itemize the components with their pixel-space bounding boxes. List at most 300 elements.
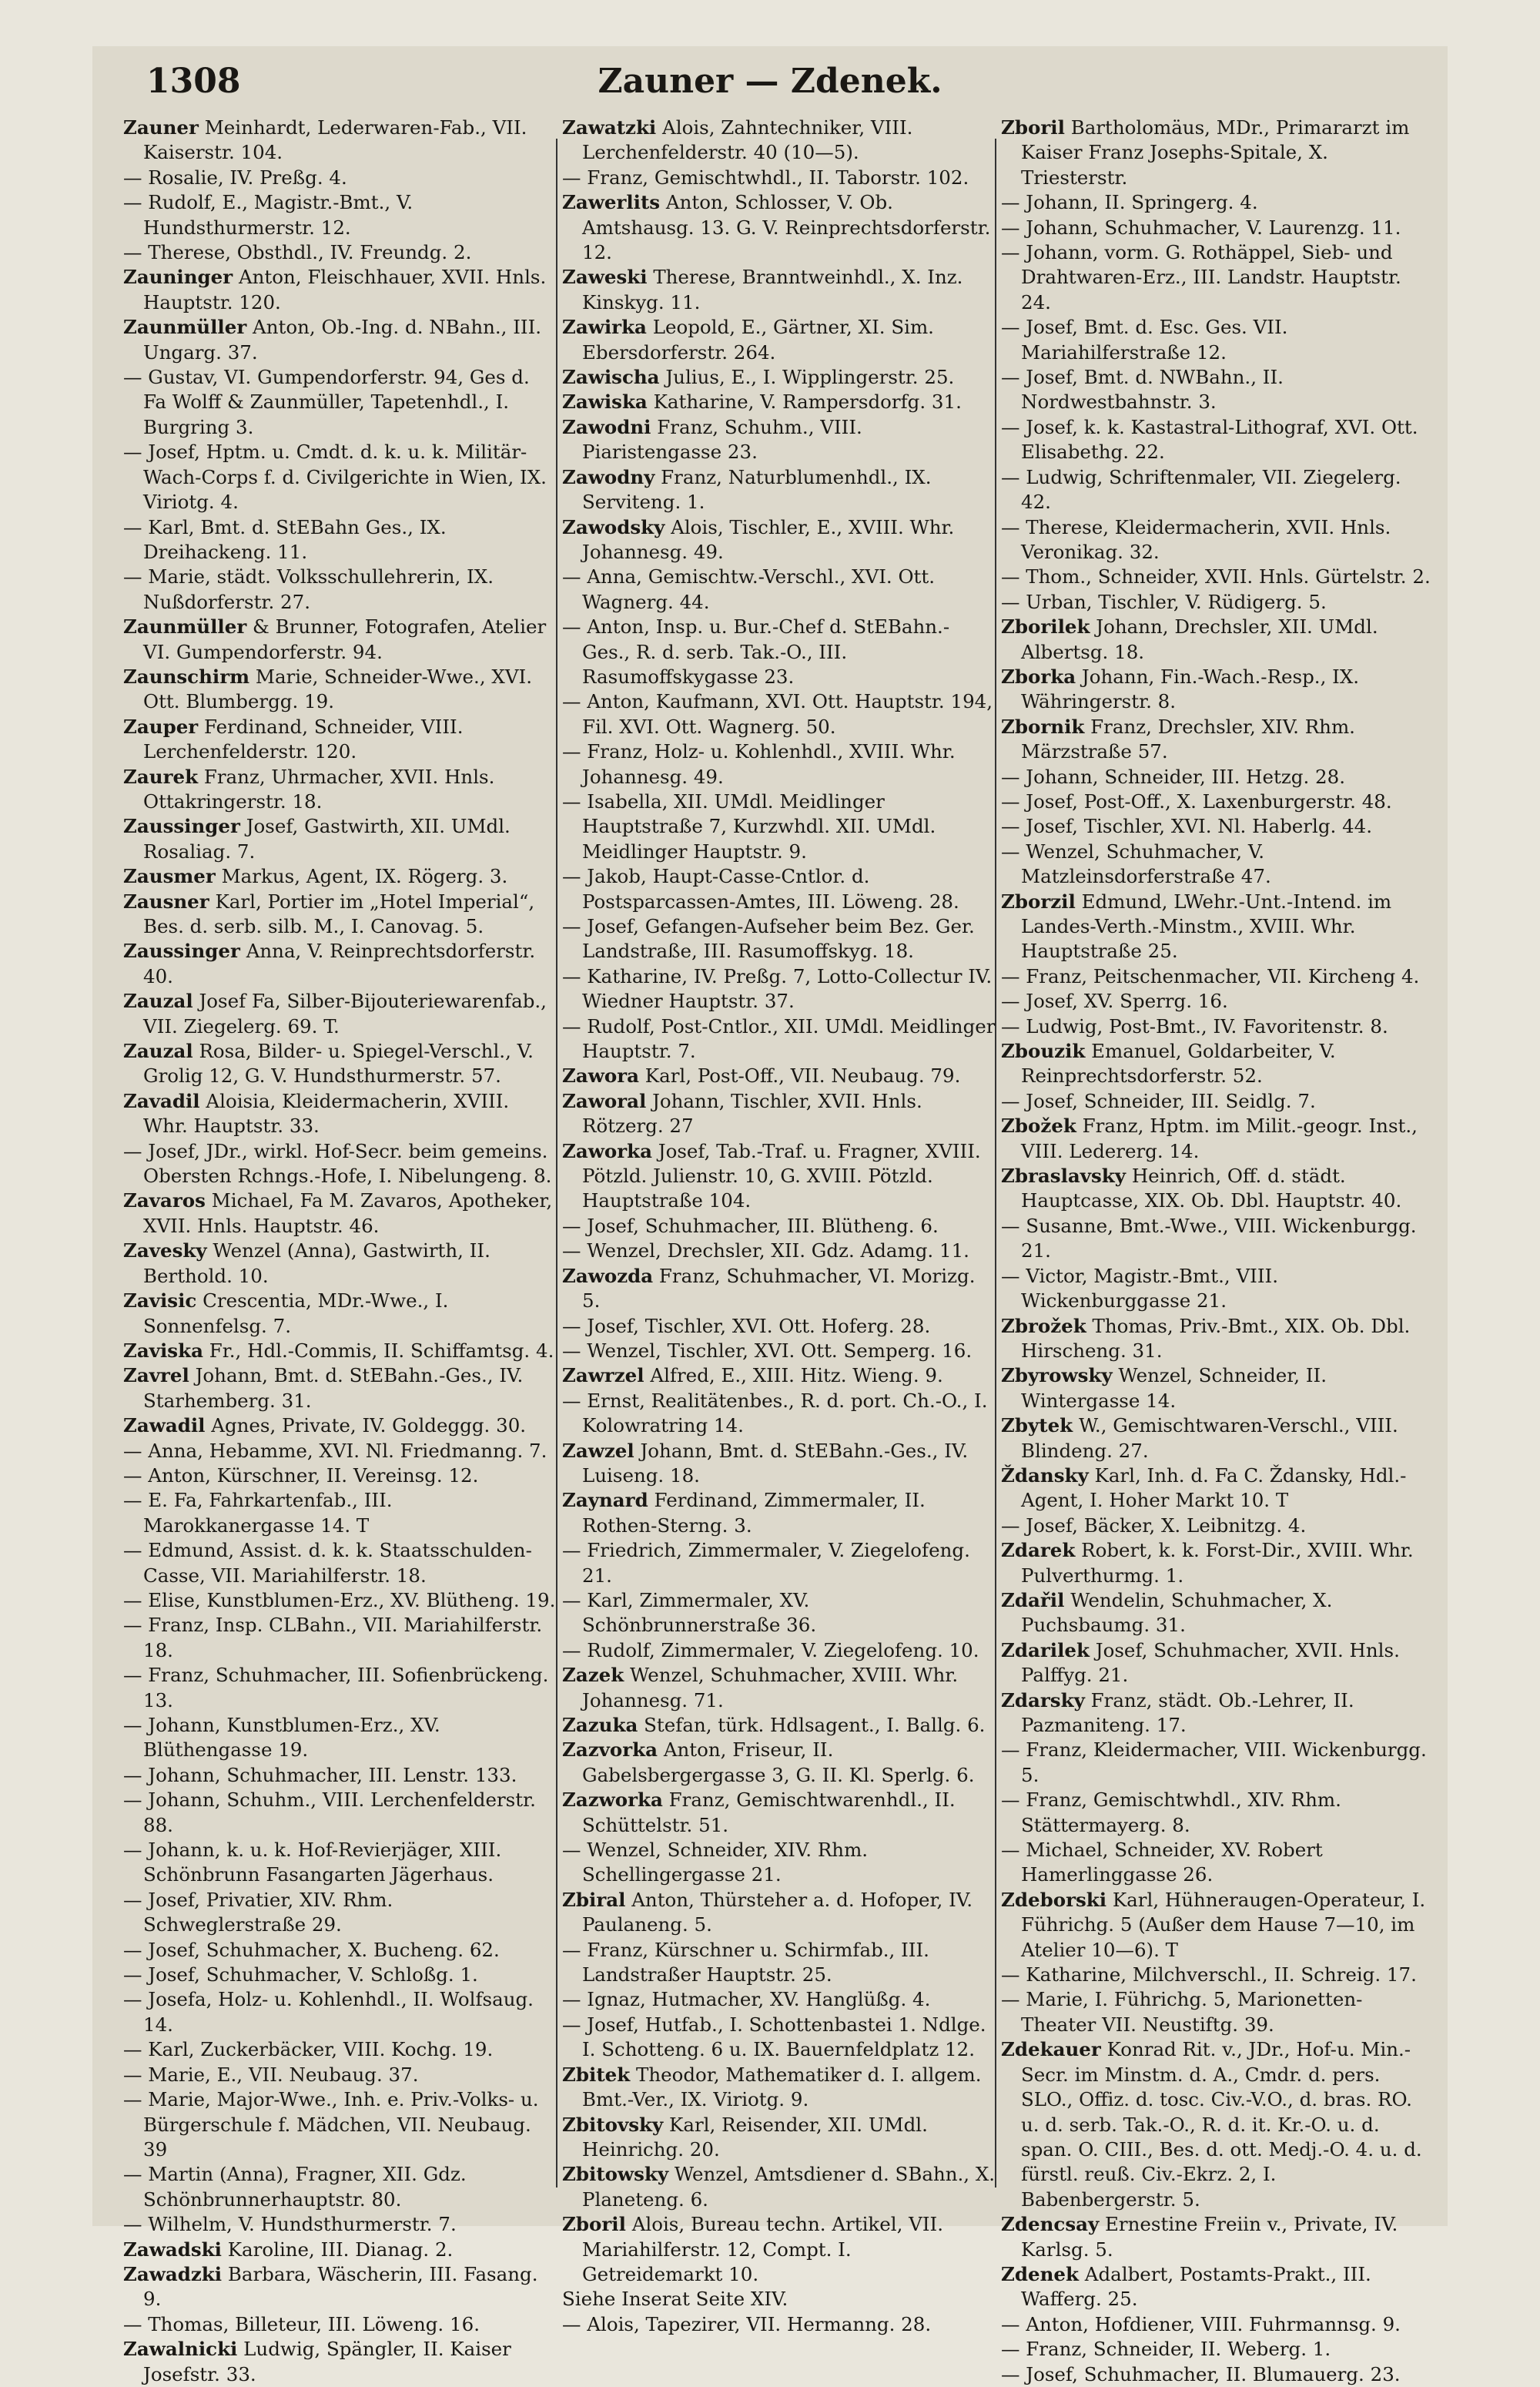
directory-entry (1001, 840, 1436, 890)
directory-entry (562, 1713, 997, 1738)
directory-entry (562, 1987, 997, 2012)
entry-text: Emanuel, Goldarbeiter, V. Reinprechtsdorferstr. 52. (1021, 1040, 1336, 1088)
entry-text: W., Gemischtwaren-Verschl., VIII. Blindeng. 27. (1021, 1414, 1398, 1462)
entry-text: — Wilhelm, V. Hundsthurmerstr. 7. (123, 2213, 457, 2236)
directory-entry (562, 964, 997, 1014)
directory-entry (562, 1139, 997, 1214)
directory-entry (123, 1439, 558, 1463)
entry-text: — Josef, Schuhmacher, II. Blumauerg. 23. (1001, 2362, 1401, 2385)
entry-surname: Zbyrowsky (1001, 1364, 1113, 1387)
directory-entry (123, 365, 558, 440)
entry-text: Karl, Reisender, XII. UMdl. Heinrichg. 20. (582, 2113, 928, 2161)
directory-entry (123, 2162, 558, 2212)
entry-text: Josef, Gastwirth, XII. UMdl. Rosaliag. 7. (143, 815, 511, 863)
entry-text: Aloisia, Kleidermacherin, XVIII. Whr. Hauptstr. 33. (143, 1089, 510, 1138)
entry-text: — Josef, XV. Sperrg. 16. (1001, 990, 1228, 1013)
directory-entry (562, 1363, 997, 1388)
directory-entry (1001, 565, 1436, 589)
directory-entry (1001, 715, 1436, 765)
entry-text: Leopold, E., Gärtner, XI. Sim. Ebersdorferstr. 264. (582, 316, 934, 364)
directory-entry (1001, 240, 1436, 315)
entry-text: — Thom., Schneider, XVII. Hnls. Gürtelstr. 2. (1001, 565, 1431, 588)
entry-text: Franz, Gemischtwarenhdl., II. Schüttelstr. 51. (582, 1789, 956, 1836)
directory-entry (123, 2262, 558, 2312)
entry-text: — Johann, vorm. G. Rothäppel, Sieb- und Drahtwaren-Erz., III. Landstr. Hauptstr. 24. (1001, 241, 1401, 313)
entry-text: Thomas, Priv.-Bmt., XIX. Ob. Dbl. Hirscheng. 31. (1021, 1314, 1411, 1362)
entry-text: — Wenzel, Drechsler, XII. Gdz. Adamg. 11. (562, 1239, 969, 1262)
entry-text: — Thomas, Billeteur, III. Löweng. 16. (123, 2312, 480, 2335)
directory-entry (562, 365, 997, 390)
entry-surname: Zbornik (1001, 715, 1085, 738)
entry-text: — Josef, Schuhmacher, X. Bucheng. 62. (123, 1938, 500, 1961)
directory-entry (1001, 665, 1436, 715)
entry-surname: Zborilek (1001, 615, 1090, 639)
directory-entry (1001, 1363, 1436, 1413)
entry-surname: Zawadil (123, 1414, 206, 1437)
entry-surname: Zazek (562, 1664, 624, 1687)
directory-entry (123, 864, 558, 889)
directory-entry (562, 265, 997, 315)
entry-text: Karl, Post-Off., VII. Neubaug. 79. (644, 1064, 961, 1088)
directory-entry (123, 2312, 558, 2337)
directory-entry (123, 315, 558, 365)
entry-text: Anton, Ob.-Ing. d. NBahn., III. Ungarg. 37. (143, 316, 542, 364)
directory-entry (123, 615, 558, 665)
entry-text: — Josef, Hutfab., I. Schottenbastei 1. Ndlge. I. Schotteng. 6 u. IX. Bauernfeldplatz 12. (562, 2013, 986, 2061)
entry-surname: Zaworal (562, 1089, 647, 1112)
directory-entry (1001, 1164, 1436, 1214)
directory-entry (562, 864, 997, 914)
entry-surname: Zborka (1001, 665, 1076, 688)
entry-text: Siehe Inserat Seite XIV. (562, 2288, 788, 2311)
directory-entry (562, 1089, 997, 1139)
directory-entry (562, 1838, 997, 1888)
directory-entry (123, 1538, 558, 1588)
entry-text: Edmund, LWehr.-Unt.-Intend. im Landes-Verth.-Minstm., XVIII. Whr. Hauptstraße 25. (1021, 890, 1392, 963)
entry-text: — Rosalie, IV. Preßg. 4. (123, 166, 347, 189)
entry-text: — Anton, Insp. u. Bur.-Chef d. StEBahn.-Ges., R. d. serb. Tak.-O., III. Rasumoffskygasse 23. (562, 615, 950, 688)
entry-surname: Zausner (123, 890, 209, 913)
entry-text: — Karl, Bmt. d. StEBahn Ges., IX. Dreihackeng. 11. (123, 515, 447, 563)
entry-surname: Zazuka (562, 1714, 638, 1736)
entry-text: — Ernst, Realitätenbes., R. d. port. Ch.-O., I. Kolowratring 14. (562, 1389, 988, 1437)
entry-text: Johann, Drechsler, XII. UMdl. Albertsg. 18. (1021, 615, 1378, 663)
running-head: Zauner — Zdenek. (598, 62, 942, 101)
directory-entry (562, 1439, 997, 1489)
entry-text: Heinrich, Off. d. städt. Hauptcasse, XIX. Ob. Dbl. Hauptstr. 40. (1021, 1165, 1402, 1212)
entry-text: Wenzel, Schneider, II. Wintergasse 14. (1021, 1364, 1327, 1412)
entry-text: — Josef, Privatier, XIV. Rhm. Schweglerstraße 29. (123, 1888, 393, 1936)
directory-entry (1001, 1514, 1436, 1538)
directory-entry (1001, 315, 1436, 365)
directory-entry (562, 515, 997, 565)
entry-text: Karl, Hühneraugen-Operateur, I. Führichg. 5 (Außer dem Hause 7—10, im Atelier 10—6). T (1021, 1888, 1426, 1961)
entry-text: Anton, Schlosser, V. Ob. Amtshausg. 13. G. V. Reinprechtsdorferstr. 12. (582, 191, 991, 264)
directory-entry (123, 1488, 558, 1538)
entry-text: — Gustav, VI. Gumpendorferstr. 94, Ges d. Fa Wolff & Zaunmüller, Tapetenhdl., I. Burgring 3. (123, 366, 530, 438)
directory-entry (562, 1788, 997, 1838)
entry-surname: Zawodsky (562, 515, 665, 538)
directory-entry (1001, 1114, 1436, 1164)
directory-entry (1001, 1963, 1436, 1987)
page-header (116, 62, 1424, 108)
entry-surname: Zdeborski (1001, 1888, 1107, 1911)
entry-text: Konrad Rit. v., JDr., Hof-u. Min.-Secr. im Minstm. d. A., Cmdr. d. pers. SLO., Offiz. d. tosc. Civ.-V.O., d. bras. RO. u. d. serb. Tak.-O., R. d. it. Kr.-O. u. d. span. O. CIII., Bes. d. ott. Medj.-O. 4. u. d. fürstl. reuß. Civ.-Ekrz. 2, I. Babenbergerstr. 5. (1021, 2038, 1422, 2211)
entry-text: — Josef, Post-Off., X. Laxenburgerstr. 48. (1001, 790, 1392, 813)
directory-entry (123, 1938, 558, 1963)
entry-surname: Zaussinger (123, 815, 240, 838)
entry-text: — Ludwig, Post-Bmt., IV. Favoritenstr. 8. (1001, 1014, 1388, 1038)
entry-text: — Josef, JDr., wirkl. Hof-Secr. beim gemeins. Obersten Rchngs.-Hofe, I. Nibelungeng. 8. (123, 1139, 552, 1188)
entry-surname: Zbiral (562, 1888, 626, 1911)
directory-entry (123, 1838, 558, 1888)
directory-entry (562, 465, 997, 515)
directory-entry (1001, 1314, 1436, 1364)
entry-text: — Martin (Anna), Fragner, XII. Gdz. Schönbrunnerhauptstr. 80. (123, 2163, 467, 2211)
page-number: 1308 (146, 62, 241, 101)
directory-entry (123, 1763, 558, 1788)
directory-entry (123, 515, 558, 565)
directory-entry (562, 565, 997, 615)
entry-surname: Zazvorka (562, 1738, 658, 1762)
directory-entry (123, 116, 558, 166)
entry-text: — Isabella, XII. UMdl. Meidlinger Hauptstraße 7, Kurzwhdl. XII. UMdl. Meidlinger Hauptstr. 9. (562, 790, 936, 863)
directory-entry (1001, 1888, 1436, 1963)
entry-text: — Anna, Hebamme, XVI. Nl. Friedmanng. 7. (123, 1439, 547, 1462)
entry-surname: Zbouzik (1001, 1040, 1086, 1063)
entry-text: — Jakob, Haupt-Casse-Cntlor. d. Postsparcassen-Amtes, III. Löweng. 28. (562, 865, 959, 913)
directory-entry (562, 1264, 997, 1314)
entry-text: Meinhardt, Lederwaren-Fab., VII. Kaiserstr. 104. (143, 116, 527, 164)
entry-text: Julius, E., I. Wipplingerstr. 25. (665, 366, 955, 389)
entry-text: — Josef, Tischler, XVI. Ott. Hoferg. 28. (562, 1314, 931, 1337)
directory-entry (123, 989, 558, 1039)
directory-entry (1001, 2362, 1436, 2387)
entry-text: — Anton, Kürschner, II. Vereinsg. 12. (123, 1463, 479, 1487)
directory-entry (123, 2037, 558, 2062)
directory-entry (562, 739, 997, 790)
entry-text: — Johann, Schuhmacher, III. Lenstr. 133. (123, 1763, 517, 1786)
entry-text: Karl, Portier im „Hotel Imperial“, Bes. d. serb. silb. M., I. Canovag. 5. (143, 890, 535, 937)
directory-entry (1001, 590, 1436, 615)
entry-text: Franz, Hptm. im Milit.-geogr. Inst., VIII. Ledererg. 14. (1021, 1115, 1418, 1162)
entry-text: — Josef, Hptm. u. Cmdt. d. k. u. k. Militär-Wach-Corps f. d. Civilgerichte in Wien, IX. Viriotg. 4. (123, 441, 547, 514)
entry-text: Josef, Schuhmacher, XVII. Hnls. Palffyg. 21. (1021, 1638, 1400, 1687)
entry-text: — Franz, Kleidermacher, VIII. Wickenburgg. 5. (1001, 1738, 1427, 1786)
entry-text: — Johann, Schuhmacher, V. Laurenzg. 11. (1001, 216, 1401, 239)
directory-entry (562, 2162, 997, 2212)
entry-text: Franz, Drechsler, XIV. Rhm. Märzstraße 57. (1021, 715, 1355, 763)
entry-surname: Zdarek (1001, 1539, 1076, 1562)
entry-text: — Franz, Schneider, II. Weberg. 1. (1001, 2338, 1331, 2361)
directory-entry (562, 1339, 997, 1363)
directory-entry (1001, 1688, 1436, 1738)
entry-text: — Michael, Schneider, XV. Robert Hamerlinggasse 26. (1001, 1839, 1323, 1886)
directory-entry (1001, 1588, 1436, 1638)
entry-text: — Franz, Insp. CLBahn., VII. Mariahilferstr. 18. (123, 1614, 543, 1661)
entry-surname: Zavrel (123, 1364, 189, 1387)
entry-surname: Zbrožek (1001, 1314, 1086, 1337)
directory-entry (562, 1638, 997, 1663)
entry-text: — Wenzel, Schneider, XIV. Rhm. Schellingergasse 21. (562, 1839, 869, 1886)
directory-entry (1001, 1463, 1436, 1514)
entry-surname: Zavesky (123, 1239, 207, 1262)
directory-entry (1001, 1014, 1436, 1039)
entry-text: — Marie, Major-Wwe., Inh. e. Priv.-Volks- u. Bürgerschule f. Mädchen, VII. Neubaug. 39 (123, 2088, 539, 2161)
directory-entry (123, 190, 558, 240)
entry-text: — Friedrich, Zimmermaler, V. Ziegelofeng. 21. (562, 1539, 970, 1587)
entry-surname: Zaunmüller (123, 316, 247, 339)
entry-text: Robert, k. k. Forst-Dir., XVIII. Whr. Pulverthurmg. 1. (1021, 1539, 1414, 1587)
directory-page (92, 46, 1448, 2385)
entry-surname: Zauper (123, 715, 199, 738)
directory-entry (562, 1663, 997, 1713)
directory-entry (1001, 1838, 1436, 1888)
entry-surname: Zdařil (1001, 1588, 1065, 1611)
directory-entry (123, 166, 558, 190)
entry-surname: Zavadil (123, 1089, 200, 1112)
directory-entry (1001, 790, 1436, 814)
entry-surname: Zboril (562, 2213, 626, 2236)
directory-entry (123, 814, 558, 864)
entry-text: Rosa, Bilder- u. Spiegel-Verschl., V. Grolig 12, G. V. Hundsthurmerstr. 57. (143, 1040, 534, 1088)
entry-text: — Anna, Gemischtw.-Verschl., XVI. Ott. Wagnerg. 44. (562, 565, 936, 613)
entry-text: — Edmund, Assist. d. k. k. Staatsschulden-Casse, VII. Mariahilferstr. 18. (123, 1539, 532, 1587)
directory-entry (562, 2287, 997, 2312)
entry-surname: Zawalnicki (123, 2338, 238, 2361)
entry-text: Josef, Tab.-Traf. u. Fragner, XVIII. Pötzld. Julienstr. 10, G. XVIII. Pötzld. Hauptstraße 104. (582, 1139, 981, 1212)
directory-entry (562, 790, 997, 864)
entry-text: Marie, Schneider-Wwe., XVI. Ott. Blumbergg. 19. (143, 665, 533, 713)
entry-text: — Franz, Kürschner u. Schirmfab., III. Landstraßer Hauptstr. 25. (562, 1938, 929, 1986)
entry-text: Karl, Inh. d. Fa C. Ždansky, Hdl.-Agent, I. Hoher Markt 10. T (1021, 1463, 1407, 1512)
directory-entry (1001, 615, 1436, 665)
entry-text: Markus, Agent, IX. Rögerg. 3. (221, 865, 508, 888)
entry-surname: Zavisic (123, 1289, 197, 1313)
entry-surname: Zauzal (123, 990, 193, 1013)
entry-text: Ferdinand, Zimmermaler, II. Rothen-Sterng. 3. (582, 1489, 926, 1537)
directory-entry (123, 1987, 558, 2037)
entry-surname: Zawadzki (123, 2262, 223, 2285)
directory-entry (123, 2337, 558, 2387)
entry-text: — Urban, Tischler, V. Rüdigerg. 5. (1001, 590, 1327, 613)
directory-entry (562, 1214, 997, 1239)
entry-surname: Zawrzel (562, 1364, 644, 1387)
directory-entry (1001, 765, 1436, 790)
directory-entry (1001, 1413, 1436, 1463)
directory-entry (1001, 365, 1436, 415)
entry-surname: Zbitowsky (562, 2163, 669, 2186)
entry-text: Alfred, E., XIII. Hitz. Wieng. 9. (650, 1364, 943, 1387)
directory-entry (1001, 964, 1436, 989)
directory-entry (562, 116, 997, 166)
entry-text: — Rudolf, Post-Cntlor., XII. UMdl. Meidlinger Hauptstr. 7. (562, 1014, 996, 1063)
entry-text: Fr., Hdl.-Commis, II. Schiffamtsg. 4. (209, 1339, 554, 1362)
directory-entry (1001, 814, 1436, 839)
entry-text: Ferdinand, Schneider, VIII. Lerchenfelderstr. 120. (143, 715, 464, 763)
directory-entry (562, 1389, 997, 1439)
directory-entry (1001, 1987, 1436, 2037)
entry-text: — Marie, I. Führichg. 5, Marionetten-Theater VII. Neustiftg. 39. (1001, 1988, 1363, 2036)
directory-entry (1001, 2212, 1436, 2262)
entry-text: Adalbert, Postamts-Prakt., III. Wafferg. 25. (1021, 2262, 1371, 2311)
entry-surname: Zaynard (562, 1489, 648, 1512)
entry-text: — Marie, städt. Volksschullehrerin, IX. Nußdorferstr. 27. (123, 565, 494, 613)
entry-surname: Zaworka (562, 1139, 652, 1162)
entry-text: — Josefa, Holz- u. Kohlenhdl., II. Wolfsaug. 14. (123, 1988, 534, 2036)
entry-surname: Zawozda (562, 1264, 654, 1287)
entry-surname: Zawischa (562, 366, 660, 389)
entry-text: Anton, Friseur, II. Gabelsbergergasse 3, G. II. Kl. Sperlg. 6. (582, 1738, 975, 1786)
entry-text: — Johann, Schuhm., VIII. Lerchenfelderstr. 88. (123, 1789, 536, 1836)
entry-surname: Zawodni (562, 415, 651, 438)
entry-surname: Zbytek (1001, 1414, 1073, 1437)
entry-text: — Wenzel, Schuhmacher, V. Matzleinsdorferstraße 47. (1001, 840, 1271, 888)
entry-surname: Zawora (562, 1064, 639, 1088)
entry-text: Michael, Fa M. Zavaros, Apotheker, XVII. Hnls. Hauptstr. 46. (143, 1189, 553, 1237)
directory-entry (562, 1014, 997, 1064)
directory-entry (123, 1039, 558, 1089)
entry-text: Josef Fa, Silber-Bijouteriewarenfab., VII. Ziegelerg. 69. T. (143, 990, 547, 1038)
entry-text: Wenzel, Amtsdiener d. SBahn., X. Planeteng. 6. (582, 2163, 996, 2211)
directory-entry (1001, 1089, 1436, 1114)
entry-text: — Franz, Holz- u. Kohlenhdl., XVIII. Whr. Johannesg. 49. (562, 740, 956, 788)
entry-text: — Anton, Hofdiener, VIII. Fuhrmannsg. 9. (1001, 2312, 1401, 2335)
entry-surname: Zaurek (123, 765, 199, 788)
entry-text: Alois, Tischler, E., XVIII. Whr. Johannesg. 49. (582, 515, 955, 563)
directory-entry (562, 1888, 997, 1938)
entry-text: — Marie, E., VII. Neubaug. 37. (123, 2063, 419, 2086)
entry-text: Johann, Fin.-Wach.-Resp., IX. Währingerstr. 8. (1021, 665, 1360, 713)
directory-entry (123, 1139, 558, 1189)
directory-entry (123, 1363, 558, 1413)
directory-entry (1001, 1214, 1436, 1264)
entry-surname: Zaussinger (123, 940, 240, 963)
entry-text: Wenzel, Schuhmacher, XVIII. Whr. Johannesg. 71. (582, 1664, 959, 1711)
directory-entry (123, 1963, 558, 1987)
entry-text: Wenzel (Anna), Gastwirth, II. Berthold. 10. (143, 1239, 490, 1287)
entry-text: Crescentia, MDr.-Wwe., I. Sonnenfelsg. 7. (143, 1289, 449, 1337)
directory-entry (562, 1239, 997, 1263)
entry-text: — Josef, Schuhmacher, V. Schloßg. 1. (123, 1963, 478, 1986)
entry-text: Barbara, Wäscherin, III. Fasang. 9. (143, 2262, 538, 2311)
entry-text: Johann, Bmt. d. StEBahn.-Ges., IV. Luiseng. 18. (582, 1439, 969, 1487)
entry-text: Franz, Uhrmacher, XVII. Hnls. Ottakringerstr. 18. (143, 765, 495, 813)
entry-text: Franz, Schuhmacher, VI. Morizg. 5. (582, 1264, 976, 1313)
entry-surname: Zboril (1001, 116, 1065, 139)
directory-entry (562, 190, 997, 265)
entry-text: — Susanne, Bmt.-Wwe., VIII. Wickenburgg. 21. (1001, 1214, 1417, 1262)
directory-entry (123, 1588, 558, 1613)
entry-text: Ernestine Freiin v., Private, IV. Karlsg. 5. (1021, 2213, 1398, 2261)
column-1 (123, 116, 558, 2385)
entry-text: — Elise, Kunstblumen-Erz., XV. Blütheng. 19. (123, 1588, 556, 1611)
entry-surname: Zausmer (123, 865, 216, 888)
directory-entry (562, 166, 997, 190)
entry-text: — Franz, Peitschenmacher, VII. Kircheng 4. (1001, 964, 1420, 987)
directory-entry (123, 1463, 558, 1488)
entry-text: Bartholomäus, MDr., Primararzt im Kaiser Franz Josephs-Spitale, X. Triesterstr. (1021, 116, 1410, 189)
directory-entry (1001, 2312, 1436, 2337)
entry-surname: Zbraslavsky (1001, 1165, 1127, 1188)
entry-surname: Zbožek (1001, 1115, 1076, 1138)
entry-surname: Zdencsay (1001, 2213, 1100, 2236)
directory-entry (123, 1413, 558, 1438)
entry-text: — Johann, k. u. k. Hof-Revierjäger, XIII. Schönbrunn Fasangarten Jägerhaus. (123, 1839, 502, 1886)
entry-text: Alois, Bureau techn. Artikel, VII. Mariahilferstr. 12, Compt. I. Getreidemarkt 10. (582, 2213, 943, 2285)
entry-surname: Zawadski (123, 2238, 222, 2261)
directory-entry (123, 1188, 558, 1239)
directory-entry (1001, 2337, 1436, 2362)
entry-text: Franz, Schuhm., VIII. Piaristengasse 23. (582, 415, 862, 464)
entry-text: — Alois, Tapezirer, VII. Hermanng. 28. (562, 2312, 932, 2335)
entry-surname: Zawerlits (562, 191, 661, 214)
entry-text: & Brunner, Fotografen, Atelier VI. Gumpendorferstr. 94. (143, 615, 547, 663)
entry-text: — Franz, Schuhmacher, III. Sofienbrückeng. 13. (123, 1664, 549, 1711)
entry-surname: Zborzil (1001, 890, 1076, 913)
directory-entry (1001, 2037, 1436, 2212)
entry-surname: Zaunschirm (123, 665, 250, 688)
entry-text: — Josef, Tischler, XVI. Nl. Haberlg. 44. (1001, 815, 1373, 838)
entry-text: — Josef, Bmt. d. NWBahn., II. Nordwestbahnstr. 3. (1001, 366, 1284, 414)
entry-surname: Zawirka (562, 316, 647, 339)
entry-text: — Therese, Obsthdl., IV. Freundg. 2. (123, 241, 472, 264)
entry-surname: Zavaros (123, 1189, 206, 1212)
entry-text: Anna, V. Reinprechtsdorferstr. 40. (143, 940, 536, 987)
entry-text: — Johann, Schneider, III. Hetzg. 28. (1001, 765, 1346, 788)
entry-text: Karoline, III. Dianag. 2. (227, 2238, 454, 2261)
directory-entry (123, 1239, 558, 1289)
entry-text: — Johann, II. Springerg. 4. (1001, 191, 1258, 214)
entry-text: Agnes, Private, IV. Goldeggg. 30. (211, 1414, 527, 1437)
entry-text: Stefan, türk. Hdlsagent., I. Ballg. 6. (644, 1714, 986, 1736)
entry-text: — Katharine, Milchverschl., II. Schreig. 17. (1001, 1963, 1417, 1986)
entry-text: — Johann, Kunstblumen-Erz., XV. Blüthengasse 19. (123, 1714, 440, 1762)
entry-text: Anton, Fleischhauer, XVII. Hnls. Hauptstr. 120. (143, 266, 547, 313)
directory-entry (562, 1488, 997, 1538)
entry-text: Ludwig, Spängler, II. Kaiser Josefstr. 33. (143, 2338, 511, 2385)
entry-text: — Josef, Schuhmacher, III. Blütheng. 6. (562, 1214, 939, 1237)
directory-entry (1001, 890, 1436, 964)
column-2 (562, 116, 997, 2335)
directory-entry (123, 890, 558, 940)
directory-entry (1001, 1738, 1436, 1788)
entry-text: — Katharine, IV. Preßg. 7, Lotto-Collectur IV. Wiedner Hauptstr. 37. (562, 964, 993, 1013)
entry-surname: Zawiska (562, 391, 648, 414)
entry-text: Alois, Zahntechniker, VIII. Lerchenfelderstr. 40 (10—5). (582, 116, 913, 164)
directory-entry (562, 1064, 997, 1088)
directory-entry (562, 2312, 997, 2337)
directory-entry (123, 1289, 558, 1339)
directory-entry (1001, 216, 1436, 240)
entry-text: — Ludwig, Schriftenmaler, VII. Ziegelerg. 42. (1001, 465, 1401, 514)
directory-entry (1001, 116, 1436, 190)
entry-text: Johann, Tischler, XVII. Hnls. Rötzerg. 27 (582, 1089, 922, 1138)
directory-entry (562, 390, 997, 414)
directory-entry (123, 1888, 558, 1938)
entry-text: — Wenzel, Tischler, XVI. Ott. Semperg. 16. (562, 1339, 973, 1362)
directory-entry (123, 440, 558, 515)
directory-entry (123, 1788, 558, 1838)
directory-entry (562, 2013, 997, 2063)
directory-entry (562, 1588, 997, 1638)
entry-text: — Therese, Kleidermacherin, XVII. Hnls. Veronikag. 32. (1001, 515, 1391, 563)
directory-entry (123, 2087, 558, 2162)
entry-surname: Zdenek (1001, 2262, 1079, 2285)
directory-entry (1001, 465, 1436, 515)
entry-text: Therese, Branntweinhdl., X. Inz. Kinskyg. 11. (582, 266, 963, 313)
entry-text: — Franz, Gemischtwhdl., XIV. Rhm. Stättermayerg. 8. (1001, 1789, 1341, 1836)
